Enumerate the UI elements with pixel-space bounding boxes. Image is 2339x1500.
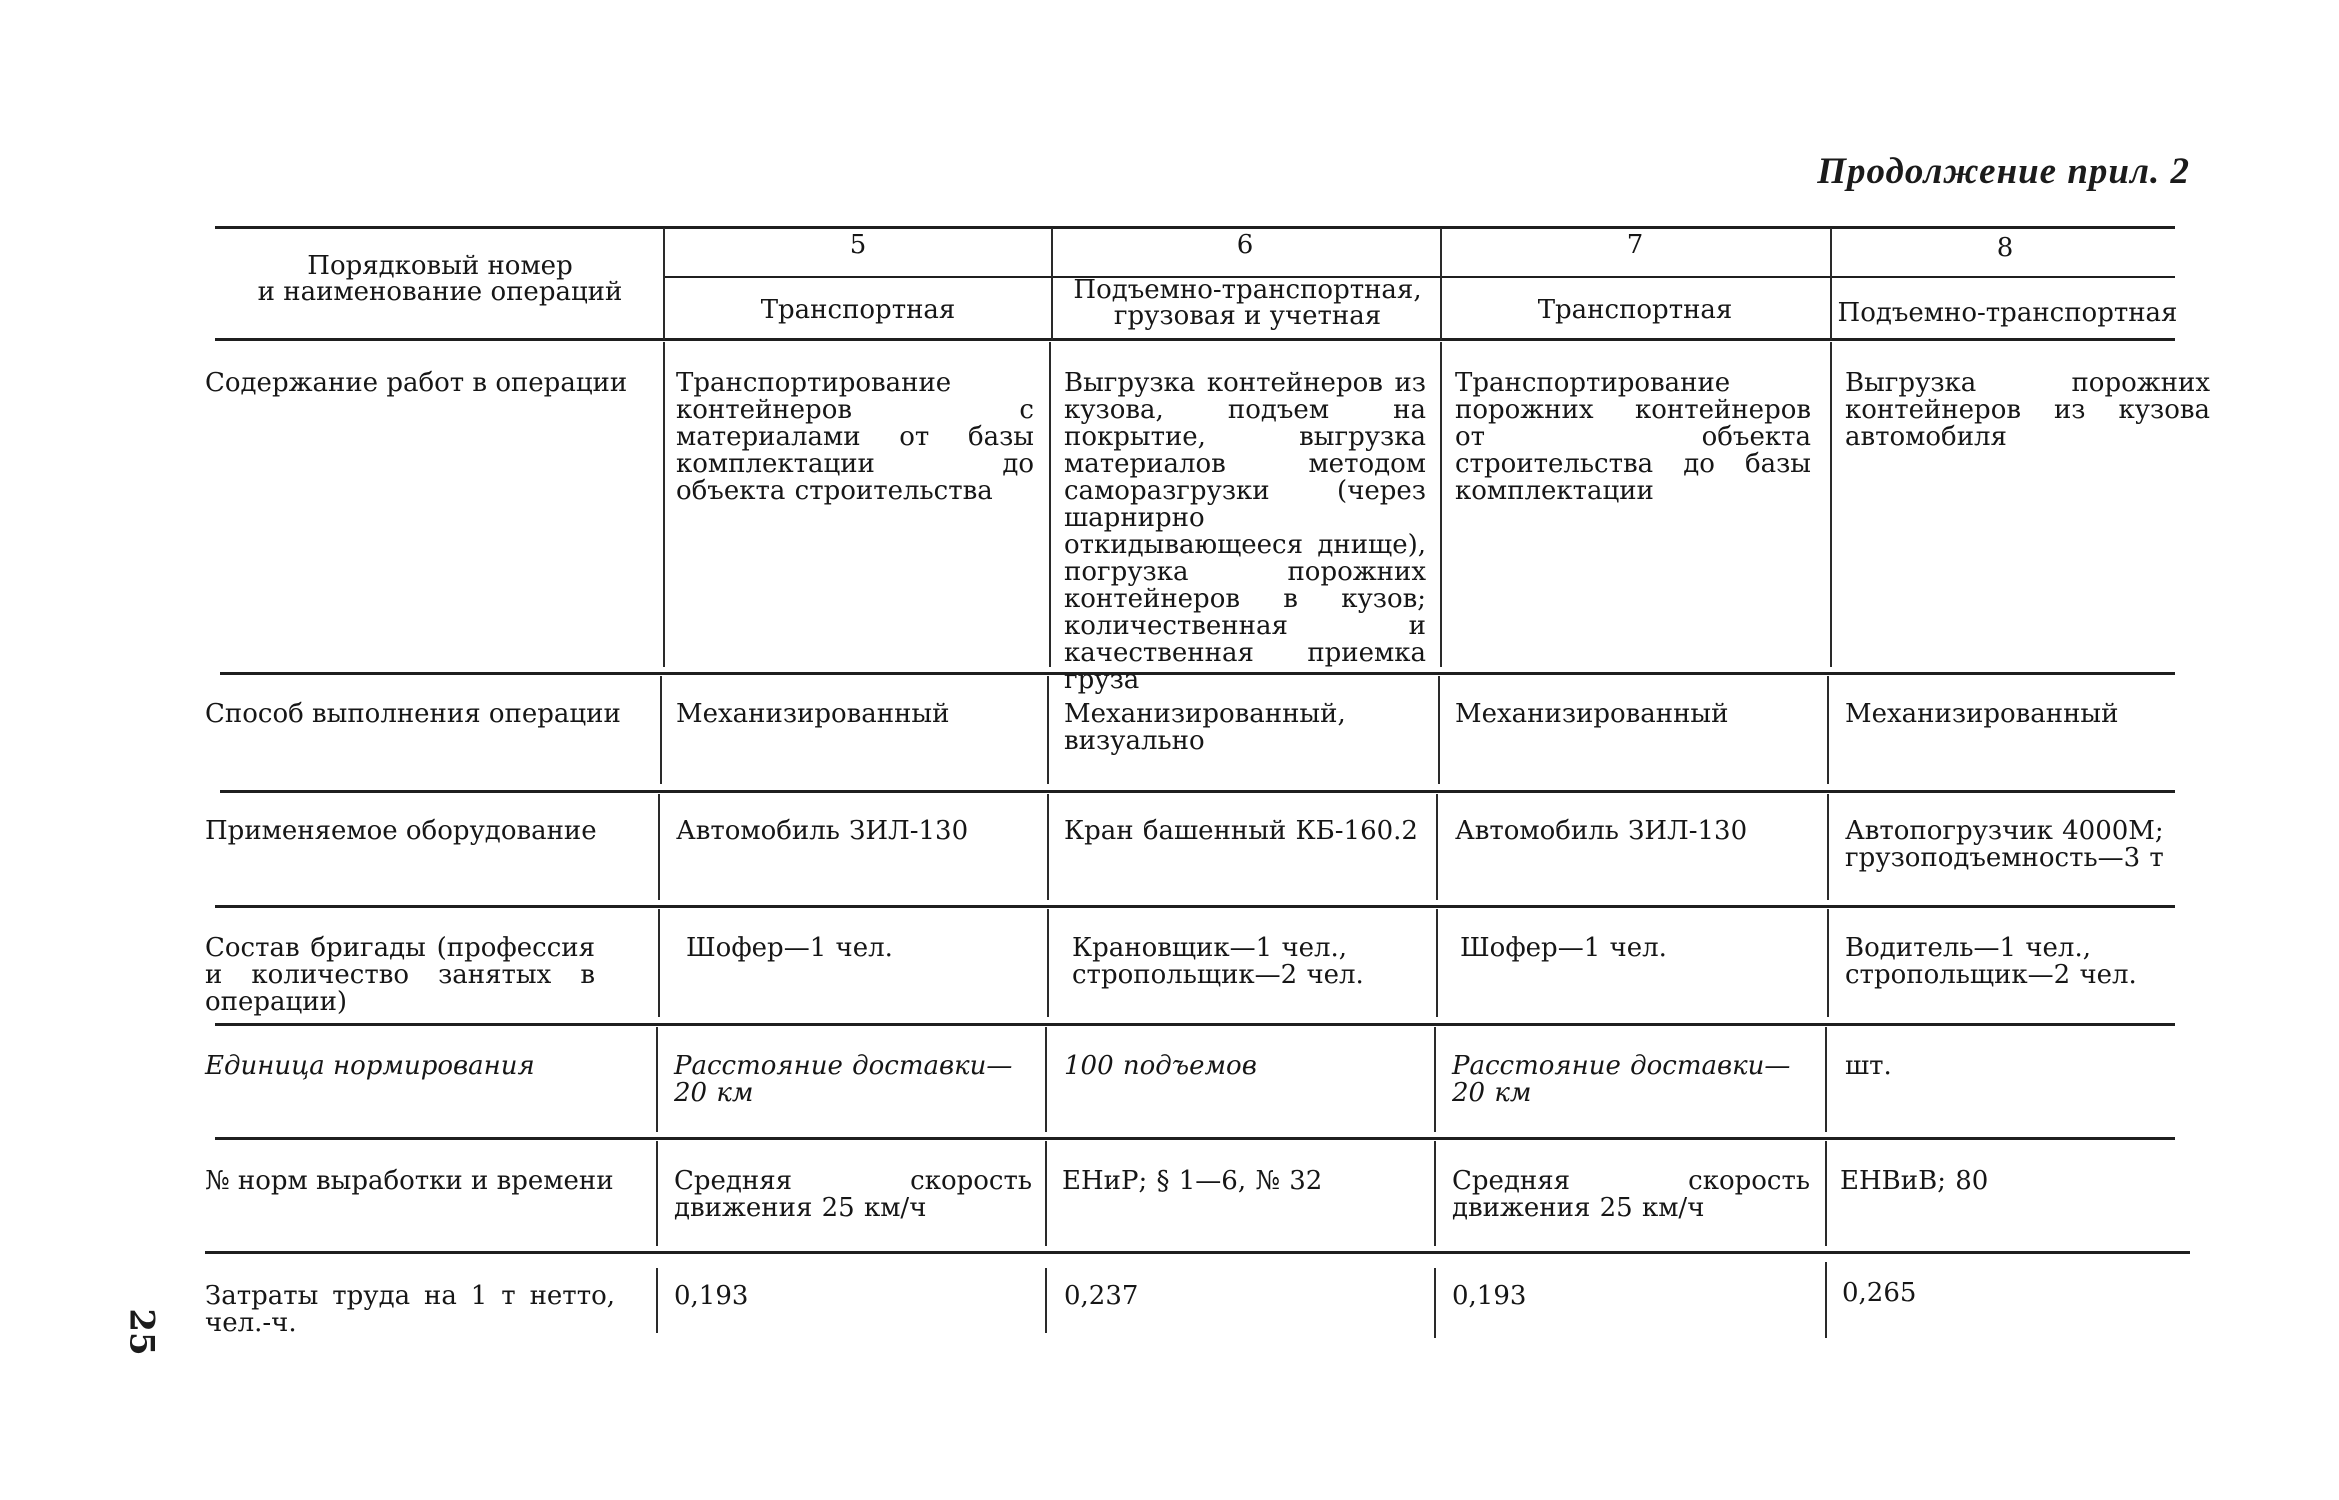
table-cell: Механизированный <box>1455 699 1729 729</box>
column-divider <box>1051 228 1053 340</box>
column-divider <box>1434 1141 1436 1246</box>
column-divider <box>1436 794 1438 900</box>
column-divider <box>656 1027 658 1132</box>
table-cell: Крановщик—1 чел., стропольщик—2 чел. <box>1072 933 1364 990</box>
column-divider <box>658 794 660 900</box>
column-name: Подъемно-транспортная <box>1837 298 2178 328</box>
column-divider <box>1047 794 1049 900</box>
table-cell: ЕНиР; § 1—6, № 32 <box>1062 1166 1323 1196</box>
table-cell: Транспортирование контейнеров с материалами от базы комплектации до объекта строительства <box>676 368 1034 506</box>
column-divider <box>1049 342 1051 667</box>
column-divider <box>1440 228 1442 340</box>
column-divider <box>1047 676 1049 784</box>
table-cell: Автопогрузчик 4000М; грузоподъемность—3 т <box>1845 816 2164 873</box>
column-divider <box>1830 342 1832 667</box>
column-divider <box>1436 909 1438 1017</box>
column-divider <box>663 228 665 340</box>
table-cell: Средняя скорость движения 25 км/ч <box>674 1166 1032 1223</box>
column-divider <box>658 909 660 1017</box>
column-divider <box>1440 342 1442 667</box>
row-label: № норм выработки и времени <box>205 1166 614 1196</box>
table-cell: Средняя скорость движения 25 км/ч <box>1452 1166 1810 1223</box>
column-divider <box>660 676 662 784</box>
row-divider <box>215 1023 2175 1026</box>
column-divider <box>1825 1027 1827 1132</box>
table-cell: 0,237 <box>1064 1281 1139 1311</box>
page-number: 25 <box>121 1308 162 1356</box>
row-label: Способ выполнения операции <box>205 699 621 729</box>
row-divider <box>220 790 2175 793</box>
column-divider <box>1045 1268 1047 1333</box>
table-cell: шт. <box>1845 1051 1892 1081</box>
table-cell: Выгрузка контейнеров из кузова, подъем на покрытие, выгрузка материалов методом саморазгрузки (через шарнирно откидывающееся днище), погрузка порожних контейнеров в кузов; количественная и качественная приемка груза <box>1064 368 1426 695</box>
column-divider <box>1045 1027 1047 1132</box>
table-cell: Транспортирование порожних контейнеров от объекта строительства до базы комплектации <box>1455 368 1811 506</box>
row-divider <box>205 1251 2190 1254</box>
column-name: Подъемно-транспортная, грузовая и учетная <box>1073 275 1422 331</box>
table-cell: Механизированный <box>676 699 950 729</box>
column-number: 6 <box>1236 230 1254 260</box>
column-divider <box>1045 1141 1047 1246</box>
table-cell: 0,193 <box>674 1281 749 1311</box>
row-label: Применяемое оборудование <box>205 816 597 846</box>
column-divider <box>1047 909 1049 1017</box>
column-divider <box>1438 676 1440 784</box>
column-divider <box>1827 909 1829 1017</box>
table-cell: Водитель—1 чел., стропольщик—2 чел. <box>1845 933 2137 990</box>
table-cell: Кран башенный КБ-160.2 <box>1064 816 1418 846</box>
column-divider <box>1825 1262 1827 1338</box>
column-divider <box>1830 228 1832 340</box>
column-name: Транспортная <box>1537 295 1733 325</box>
table-cell: 0,265 <box>1842 1278 1917 1308</box>
header-bottom-rule <box>215 338 2175 341</box>
table-cell: Выгрузка порожних контейнеров из кузова автомобиля <box>1845 368 2210 452</box>
row-label: Единица нормирования <box>205 1051 535 1081</box>
column-number: 7 <box>1626 230 1644 260</box>
table-cell: Расстояние доставки—20 км <box>674 1051 1013 1108</box>
header-row-label: Порядковый номер и наименование операций <box>257 251 623 307</box>
table-cell: 0,193 <box>1452 1281 1527 1311</box>
column-number: 5 <box>849 230 867 260</box>
table-top-rule <box>215 226 2175 229</box>
column-divider <box>656 1268 658 1333</box>
table-cell: Автомобиль ЗИЛ-130 <box>676 816 969 846</box>
table-cell: 100 подъемов <box>1064 1051 1257 1081</box>
column-divider <box>1825 1141 1827 1246</box>
row-divider <box>215 905 2175 908</box>
table-cell: ЕНВиВ; 80 <box>1840 1166 1989 1196</box>
row-divider <box>215 1137 2175 1140</box>
table-cell: Шофер—1 чел. <box>1460 933 1667 963</box>
row-label: Содержание работ в операции <box>205 368 628 398</box>
table-cell: Расстояние доставки—20 км <box>1452 1051 1791 1108</box>
column-divider <box>1434 1027 1436 1132</box>
row-label: Состав бригады (профессия и количество занятых в операции) <box>205 933 595 1017</box>
column-divider <box>1827 676 1829 784</box>
column-divider <box>663 342 665 667</box>
column-number: 8 <box>1996 233 2014 263</box>
column-divider <box>1434 1268 1436 1338</box>
table-cell: Механизированный, визуально <box>1064 699 1346 756</box>
row-label: Затраты труда на 1 т нетто, чел.-ч. <box>205 1281 615 1338</box>
table-cell: Шофер—1 чел. <box>686 933 893 963</box>
column-divider <box>1827 794 1829 900</box>
table-cell: Автомобиль ЗИЛ-130 <box>1455 816 1748 846</box>
table-cell: Механизированный <box>1845 699 2119 729</box>
appendix-caption: Продолжение прил. 2 <box>1817 151 2190 192</box>
column-name: Транспортная <box>760 295 956 325</box>
column-divider <box>656 1141 658 1246</box>
